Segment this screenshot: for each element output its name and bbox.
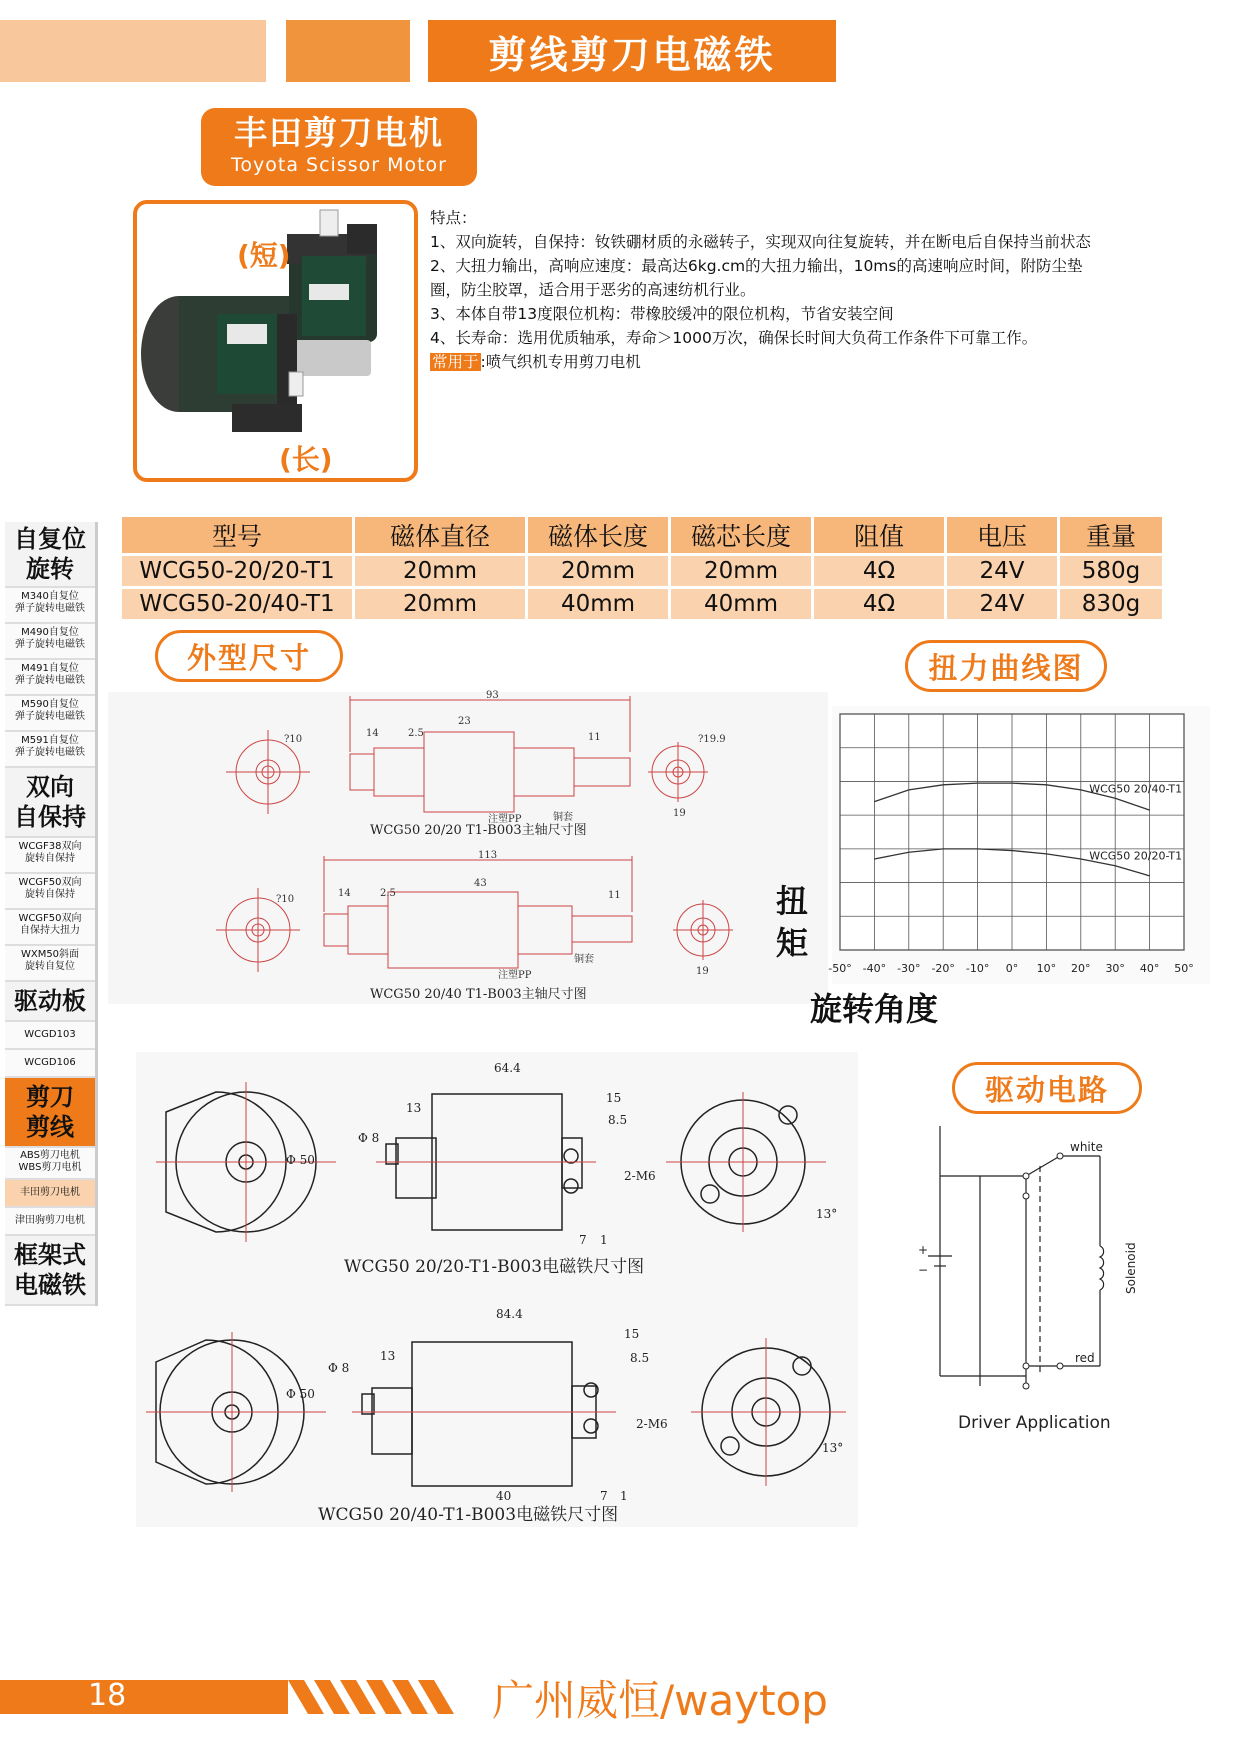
features-block: [430, 206, 1150, 374]
usage-label: 常用于: [432, 353, 479, 371]
dim-label: 8.5: [608, 1113, 628, 1127]
sidebar-item[interactable]: M590自复位 弹子旋转电磁铁: [5, 696, 95, 732]
table-cell: 40mm: [670, 588, 813, 621]
usage-text: :喷气织机专用剪刀电机: [480, 353, 641, 371]
long-label: (长): [279, 443, 333, 476]
sidebar-nav: [5, 522, 98, 1306]
sidebar-item[interactable]: WCGD103: [5, 1022, 95, 1050]
sidebar-item[interactable]: WXM50斜面 旋转自复位: [5, 946, 95, 982]
shaft-drawing: [108, 692, 828, 1004]
sidebar-category-scissor[interactable]: 剪刀 剪线: [5, 1078, 95, 1148]
dim-label: 19: [673, 808, 686, 819]
note-copper: 铜套: [553, 812, 573, 823]
table-header: 磁体直径: [354, 516, 527, 555]
wire-white-label: white: [1070, 1140, 1103, 1154]
x-tick-label: -40°: [862, 962, 887, 975]
x-tick-label: 20°: [1071, 962, 1091, 975]
section-dimensions-label: 外型尺寸: [155, 630, 343, 682]
dim-label: 8.5: [630, 1351, 650, 1365]
footer-brand: 广州威恒/waytop: [492, 1676, 828, 1725]
footer-bar: [0, 1680, 288, 1714]
dim-label: 2-M6: [636, 1417, 668, 1431]
sidebar-category-frame[interactable]: 框架式 电磁铁: [5, 1236, 95, 1306]
dim-label: 11: [608, 890, 621, 901]
note-pp: 注塑PP: [488, 814, 522, 825]
product-title-en: Toyota Scissor Motor: [231, 154, 447, 176]
sidebar-item[interactable]: M340自复位 弹子旋转电磁铁: [5, 588, 95, 624]
dim-label: 19: [696, 966, 709, 977]
table-header: 阻值: [813, 516, 946, 555]
x-tick-label: 30°: [1105, 962, 1125, 975]
battery-plus: +: [918, 1243, 929, 1257]
dim-label: 13: [380, 1349, 396, 1363]
note-pp: 注塑PP: [498, 970, 532, 981]
table-header: 型号: [121, 516, 354, 555]
dim-label: ?19.9: [698, 734, 726, 745]
torque-chart: [828, 706, 1210, 984]
dim-label: 13°: [822, 1441, 844, 1455]
drive-circuit: [910, 1116, 1190, 1444]
sidebar-category-driver-board[interactable]: 驱动板: [5, 982, 95, 1022]
table-cell: 20mm: [354, 555, 527, 588]
series-label-0: WCG50 20/40-T1: [1089, 782, 1183, 796]
sidebar-item[interactable]: M491自复位 弹子旋转电磁铁: [5, 660, 95, 696]
body-length-2: 84.4: [496, 1307, 523, 1321]
shaft-drawings-panel: [108, 692, 828, 1004]
table-header: 电压: [946, 516, 1059, 555]
phi-8-label: Φ 8: [358, 1131, 380, 1145]
phi-50-label: Φ 50: [286, 1387, 315, 1401]
feature-line: 3、本体自带13度限位机构：带橡胶缓冲的限位机构，节省安装空间: [430, 305, 894, 323]
dim-label: 14: [366, 728, 379, 739]
drive-circuit-panel: [910, 1116, 1190, 1444]
table-cell: 20mm: [670, 555, 813, 588]
battery-minus: −: [918, 1263, 929, 1277]
x-tick-label: 0°: [1005, 962, 1019, 975]
dim-label: 2.5: [408, 728, 424, 739]
x-tick-label: -50°: [828, 962, 852, 975]
spec-table: [119, 514, 1165, 622]
dim-mid-2: 43: [474, 878, 487, 889]
sidebar-category-self-reset[interactable]: 自复位 旋转: [5, 522, 95, 588]
table-header: 重量: [1059, 516, 1164, 555]
table-cell: 830g: [1059, 588, 1164, 621]
body-caption-2: WCG50 20/40-T1-B003电磁铁尺寸图: [318, 1505, 619, 1525]
note-copper: 铜套: [574, 954, 594, 965]
product-photo: [133, 200, 418, 482]
body-drawing: [136, 1052, 858, 1527]
x-tick-label: 50°: [1174, 962, 1194, 975]
table-cell: WCG50-20/40-T1: [121, 588, 354, 621]
table-row: [121, 555, 1164, 588]
dim-label: 11: [588, 732, 601, 743]
sidebar-item[interactable]: WCGF50双向 旋转自保持: [5, 874, 95, 910]
table-cell: WCG50-20/20-T1: [121, 555, 354, 588]
body-length-1: 64.4: [494, 1061, 521, 1075]
footer-stripes: [288, 1680, 488, 1714]
header-decor-bar-mid: [286, 20, 410, 82]
product-title-badge: [201, 108, 477, 186]
dim-label: 1: [620, 1489, 628, 1503]
torque-x-axis-label: 旋转角度: [810, 990, 939, 1028]
dim-inner-length: 40: [496, 1489, 512, 1503]
dim-mid-1: 23: [458, 716, 471, 727]
table-cell: 4Ω: [813, 588, 946, 621]
dim-label: 13: [406, 1101, 422, 1115]
sidebar-item[interactable]: WCGD106: [5, 1050, 95, 1078]
table-cell: 4Ω: [813, 555, 946, 588]
solenoid-label: Solenoid: [1124, 1242, 1138, 1294]
product-title-cn: 丰田剪刀电机: [234, 113, 444, 152]
table-cell: 20mm: [354, 588, 527, 621]
torque-axis-label: 扭矩: [775, 882, 808, 962]
x-tick-label: 10°: [1036, 962, 1057, 975]
phi-8-label: Φ 8: [328, 1361, 350, 1375]
table-cell: 24V: [946, 588, 1059, 621]
dim-label: 7: [579, 1233, 587, 1247]
dim-label: 14: [338, 888, 351, 899]
body-drawings-panel: [136, 1052, 858, 1527]
sidebar-item-active[interactable]: 丰田剪刀电机: [5, 1180, 95, 1208]
features-heading: 特点：: [430, 209, 477, 227]
wire-red-label: red: [1075, 1351, 1095, 1365]
x-tick-label: -30°: [897, 962, 921, 975]
dim-label: 13°: [816, 1207, 838, 1221]
table-row: [121, 588, 1164, 621]
table-cell: 580g: [1059, 555, 1164, 588]
dim-label: 7: [600, 1489, 608, 1503]
table-cell: 20mm: [527, 555, 670, 588]
section-torque-label: 扭力曲线图: [905, 640, 1107, 692]
dim-label: 1: [600, 1233, 608, 1247]
feature-line: 2、大扭力输出，高响应速度：最高达6kg.cm的大扭力输出，10ms的高速响应时间，附防尘垫: [430, 257, 1083, 275]
sidebar-item[interactable]: ABS剪刀电机 WBS剪刀电机: [5, 1148, 95, 1180]
circuit-caption: Driver Application: [958, 1413, 1111, 1433]
feature-line: 4、长寿命：选用优质轴承，寿命＞1000万次，确保长时间大负荷工作条件下可靠工作。: [430, 329, 1038, 347]
table-header: 磁体长度: [527, 516, 670, 555]
short-label: (短): [237, 239, 291, 272]
sidebar-item[interactable]: WCGF38双向 旋转自保持: [5, 838, 95, 874]
sidebar-item[interactable]: M591自复位 弹子旋转电磁铁: [5, 732, 95, 768]
header-decor-bar-light: [0, 20, 266, 82]
feature-line: 1、双向旋转，自保持：钕铁硼材质的永磁转子，实现双向往复旋转，并在断电后自保持当前状态: [430, 233, 1091, 251]
dim-label: 15: [624, 1327, 640, 1341]
page-number: 18: [88, 1678, 127, 1713]
page-title: 剪线剪刀电磁铁: [428, 20, 836, 82]
x-tick-label: -10°: [965, 962, 990, 975]
dim-length-2: 113: [478, 850, 498, 861]
x-tick-label: 40°: [1139, 962, 1160, 975]
dim-label: 2.5: [380, 888, 396, 899]
dim-label: ?10: [284, 734, 303, 745]
sidebar-category-bistable[interactable]: 双向 自保持: [5, 768, 95, 838]
sidebar-item[interactable]: WCGF50双向 自保持大扭力: [5, 910, 95, 946]
torque-chart-panel: [828, 706, 1210, 984]
sidebar-item[interactable]: M490自复位 弹子旋转电磁铁: [5, 624, 95, 660]
phi-50-label: Φ 50: [286, 1153, 315, 1167]
usage-line: [430, 350, 1150, 374]
sidebar-item[interactable]: 津田驹剪刀电机: [5, 1208, 95, 1236]
body-caption-1: WCG50 20/20-T1-B003电磁铁尺寸图: [344, 1257, 645, 1277]
dim-length-1: 93: [486, 690, 499, 701]
table-cell: 24V: [946, 555, 1059, 588]
shaft-caption-2: WCG50 20/40 T1-B003主轴尺寸图: [370, 987, 587, 1002]
dim-label: ?10: [276, 894, 295, 905]
table-header: 磁芯长度: [670, 516, 813, 555]
x-tick-label: -20°: [931, 962, 955, 975]
dim-label: 15: [606, 1091, 622, 1105]
table-header-row: [121, 516, 1164, 555]
table-cell: 40mm: [527, 588, 670, 621]
feature-line: 圈，防尘胶罩，适合用于恶劣的高速纺机行业。: [430, 281, 756, 299]
series-label-1: WCG50 20/20-T1: [1089, 849, 1183, 863]
dim-label: 2-M6: [624, 1169, 656, 1183]
shaft-caption-1: WCG50 20/20 T1-B003主轴尺寸图: [370, 823, 587, 838]
section-drive-label: 驱动电路: [952, 1062, 1142, 1114]
